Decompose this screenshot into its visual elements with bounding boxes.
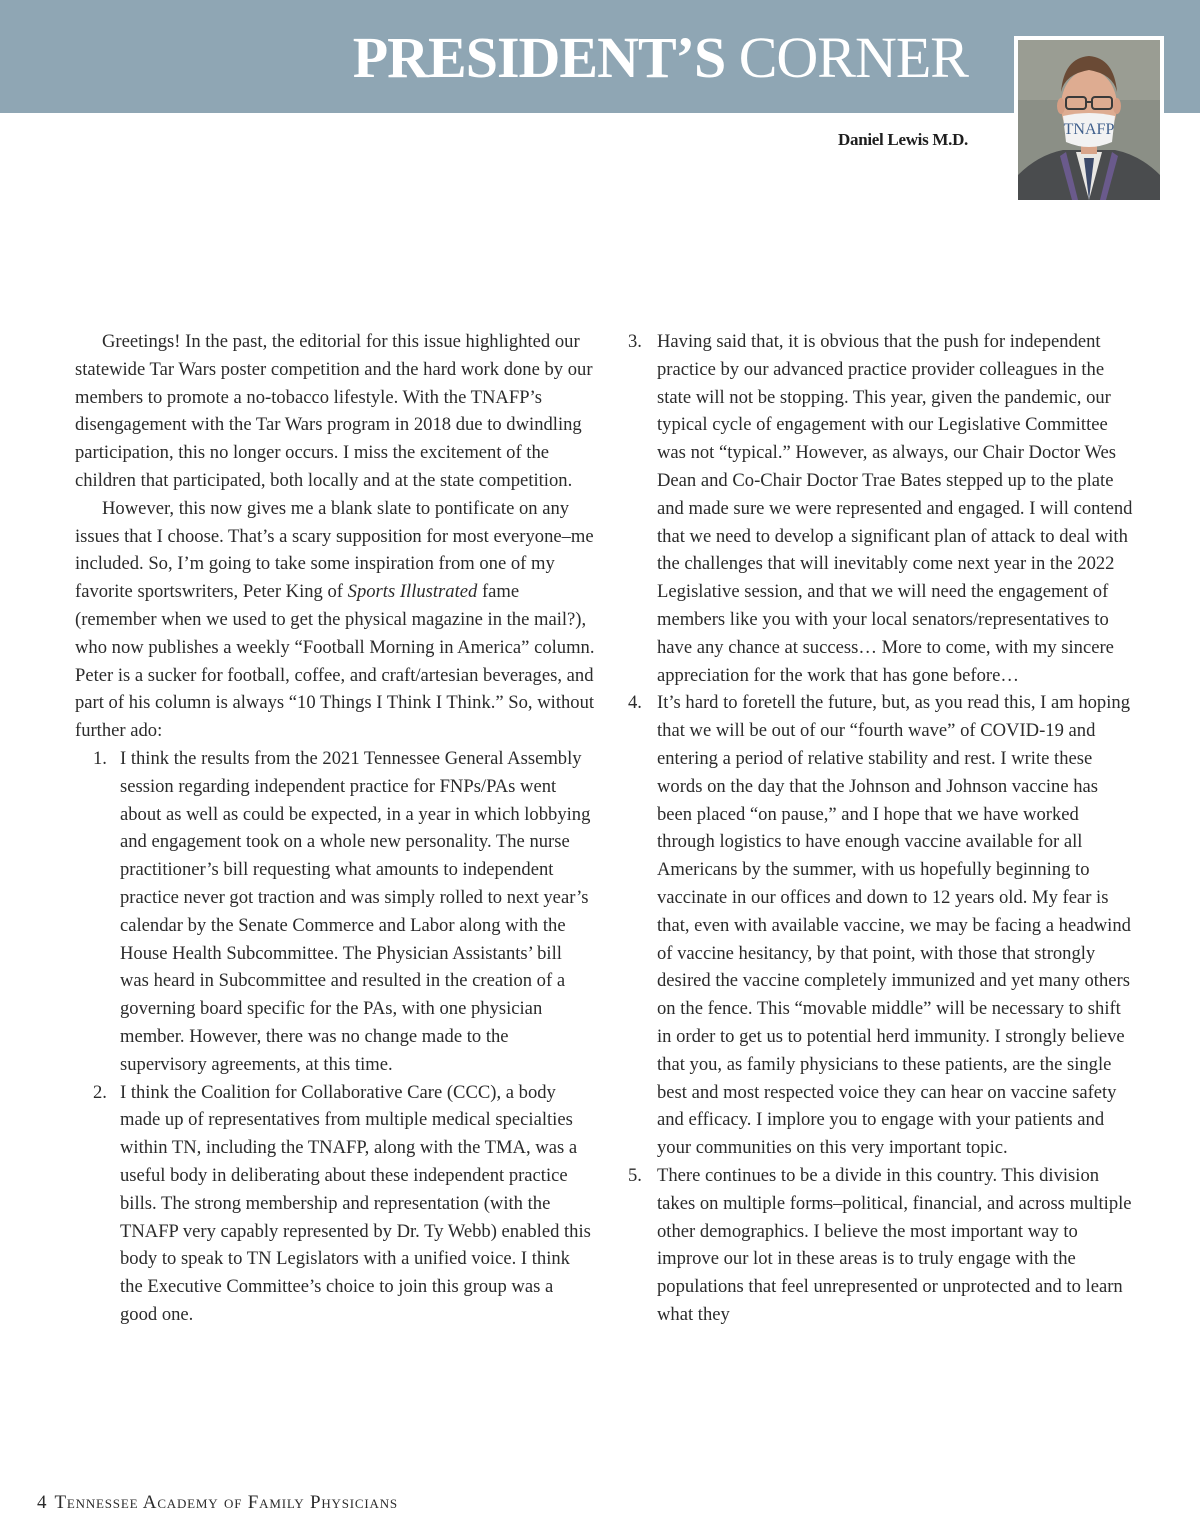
list-item-number: 2. xyxy=(93,1081,107,1103)
article-column-right xyxy=(628,328,1133,1329)
title-light: CORNER xyxy=(738,25,968,90)
list-item xyxy=(75,745,595,1079)
list-item-number: 3. xyxy=(628,331,642,352)
organization-name: Tennessee Academy of Family Physicians xyxy=(54,1492,398,1513)
list-item-text: Having said that, it is obvious that the push for independent practice by our advanced practice provider colleagues in the state will not be stopping. This year, given the pandemic, our typical cycle of engagement with our Legislative Committee was not “typical.” However, as always, our Chair Doctor Wes Dean and Co-Chair Doctor Trae Bates stepped up to the plate and made sure we were represented and engaged. I will contend that we need to develop a significant plan of attack to deal with the challenges that will inevitably come next year in the 2022 Legislative session, and that we will need the engagement of members like you with your local senators/representatives to have any chance at success… More to come, with my sincere appreciation for the work that has gone before… xyxy=(657,331,1133,686)
list-item-number: 1. xyxy=(93,747,107,769)
page-number: 4 xyxy=(37,1492,47,1513)
list-item xyxy=(75,1079,595,1329)
list-item-text: There continues to be a divide in this country. This division takes on multiple forms–political, financial, and across multiple other demographics. I believe the most important way to improve our lot in these areas is to truly engage with the populations that feel unrepresented or unprotected and to learn what they xyxy=(657,1164,1132,1325)
list-item xyxy=(628,1162,1133,1329)
portrait-image xyxy=(1018,40,1160,200)
article-column-left xyxy=(75,328,595,1329)
author-name: Daniel Lewis M.D. xyxy=(838,130,968,149)
intro-paragraph-2-b: fame (remember when we used to get the physical magazine in the mail?), who now publishes a weekly “Football Morning in America” column. Peter is a sucker for football, coffee, and craft/artesian beverages, and part of his column is always “10 Things I Think I Think.” So, without further ado: xyxy=(75,581,595,742)
list-item xyxy=(628,689,1133,1162)
list-item-text: I think the results from the 2021 Tennessee General Assembly session regarding independent practice for FNPs/PAs went about as well as could be expected, in a year in which lobbying and engagement took on a whole new personality. The nurse practitioner’s bill requesting what amounts to independent practice never got traction and was simply rolled to next year’s calendar by the Senate Commerce and Labor along with the House Health Subcommittee. The Physician Assistants’ bill was heard in Subcommittee and resulted in the creation of a governing board specific for the PAs, with one physician member. However, there was no change made to the supervisory agreements, at this time. xyxy=(120,747,591,1075)
page-title xyxy=(353,26,968,90)
list-item-number: 4. xyxy=(628,692,642,714)
list-item-number: 5. xyxy=(628,1164,642,1186)
intro-paragraph-1: Greetings! In the past, the editorial for this issue highlighted our statewide Tar Wars poster competition and the hard work done by our members to promote a no-tobacco lifestyle. With the TNAFP’s disengagement with the Tar Wars program in 2018 due to dwindling participation, this no longer occurs. I miss the excitement of the children that participated, both locally and at the state competition. xyxy=(75,331,593,491)
intro-paragraph-2-a: However, this now gives me a blank slate to pontificate on any issues that I choose. That’s a scary supposition for most everyone–me included. So, I’m going to take some inspiration from one of my favorite sportswriters, Peter King of xyxy=(75,497,594,603)
intro-paragraph-2 xyxy=(75,495,595,745)
list-item-text: I think the Coalition for Collaborative Care (CCC), a body made up of representatives from multiple medical specialties within TN, including the TNAFP, along with the TMA, was a useful body in deliberating about these independent practice bills. The strong membership and representation (with the TNAFP very capably represented by Dr. Ty Webb) enabled this body to speak to TN Legislators with a unified voice. I think the Executive Committee’s choice to join this group was a good one. xyxy=(120,1081,591,1325)
publication-name: Sports Illustrated xyxy=(347,581,478,603)
title-bold: PRESIDENT’S xyxy=(352,25,726,90)
list-item xyxy=(628,328,1133,689)
author-photo xyxy=(1014,36,1164,204)
page-footer xyxy=(37,1492,398,1514)
mask-logo-text: TNAFP xyxy=(1063,121,1115,138)
list-item-text: It’s hard to foretell the future, but, as you read this, I am hoping that we will be out of our “fourth wave” of COVID-19 and entering a period of relative stability and rest. I write these words on the day that the Johnson and Johnson vaccine has been placed “on pause,” and I hope that we have worked through logistics to have enough vaccine available for all Americans by the summer, with us hopefully beginning to vaccinate in our offices and down to 12 years old. My fear is that, even with available vaccine, we may be facing a headwind of vaccine hesitancy, by that point, with those that strongly desired the vaccine completely immunized and yet many others on the fence. This “movable middle” will be necessary to shift in order to get us to potential herd immunity. I strongly believe that you, as family physicians to these patients, are the single best and most respected voice they can hear on vaccine safety and efficacy. I implore you to engage with your patients and your communities on this very important topic. xyxy=(657,692,1131,1159)
